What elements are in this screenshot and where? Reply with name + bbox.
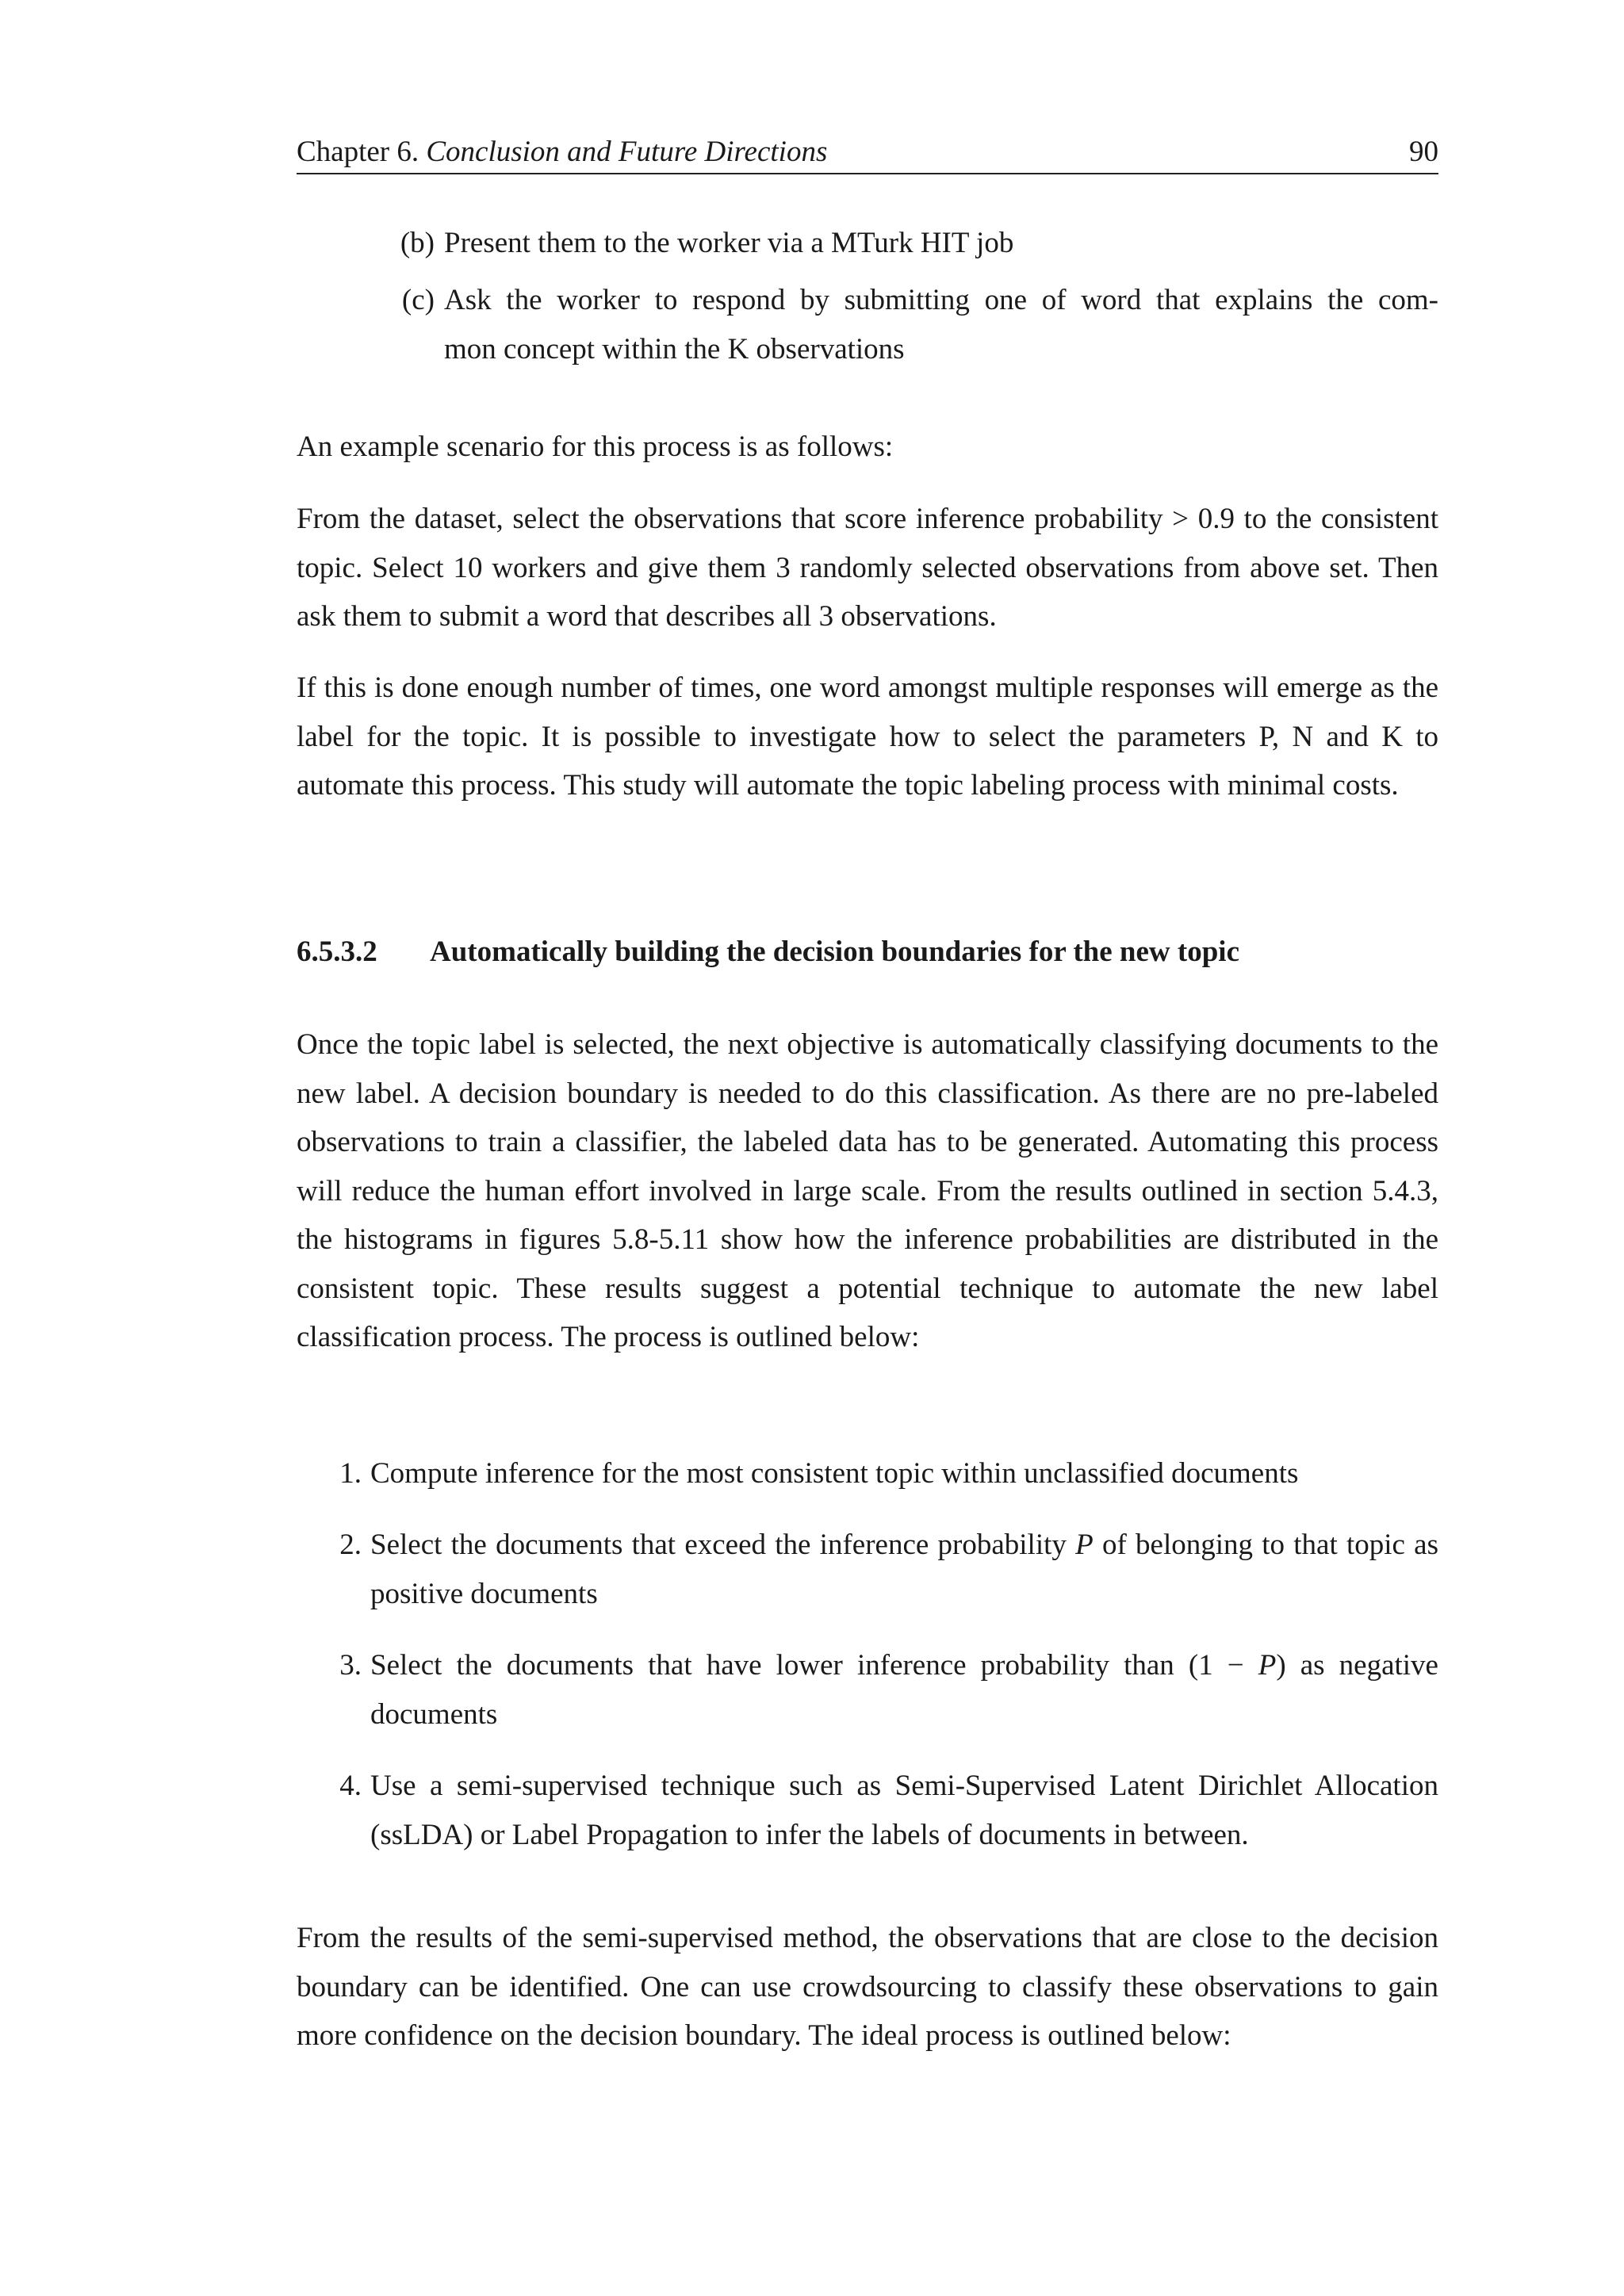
list-item-text [370, 1641, 1438, 1739]
list-item-text-part: Select the documents that exceed the inference probability [370, 1529, 1076, 1561]
list-item-text-part: of belonging to that topic as positive documents [370, 1529, 1438, 1610]
sub-list-label: (c) [401, 284, 435, 316]
list-item-number: 4. [339, 1770, 362, 1802]
page-number: 90 [1409, 136, 1438, 168]
chapter-title: Conclusion and Future Directions [426, 136, 828, 168]
list-item-text: Use a semi-supervised technique such as Semi-Supervised Latent Dirichlet Allocation (ssLDA) or Label Propagation to infer the labels of documents in between. [370, 1770, 1438, 1851]
list-item-text-part: Select the documents that have lower inference probability than (1 − [370, 1649, 1258, 1682]
boundary-body-paragraph: Once the topic label is selected, the next objective is automatically classifying documents to the new label. A decision boundary is needed to do this classification. As there are no pre-labeled observations to train a classifier, the labeled data has to be generated. Automating this process will reduce the human effort involved in large scale. From the results outlined in section 5.4.3, the histograms in figures 5.8-5.11 show how the inference probabilities are distributed in the consistent topic. These results suggest a potential technique to automate the new label classification process. The process is outlined below: [297, 1028, 1438, 1353]
chapter-prefix: Chapter 6. [297, 136, 419, 168]
sub-list-text: Present them to the worker via a MTurk HIT job [444, 227, 1014, 259]
sub-list-text-line: mon concept within the K observations [444, 332, 905, 365]
example-intro-paragraph: An example scenario for this process is as follows: [297, 430, 894, 463]
closing-body-paragraph: From the results of the semi-supervised method, the observations that are close to the decision boundary can be identified. One can use crowdsourcing to classify these observations to gain more confidence on the decision boundary. The ideal process is outlined below: [297, 1922, 1438, 2052]
math-variable: P [1075, 1529, 1094, 1561]
chapter-label [297, 132, 827, 173]
sub-list-label: (b) [400, 227, 435, 259]
list-item-text [370, 1521, 1438, 1618]
repeat-body-paragraph: If this is done enough number of times, one word amongst multiple responses will emerge as the label for the topic. It is possible to investigate how to select the parameters P, N and K to automate this process. This study will automate the topic labeling process with minimal costs. [297, 672, 1438, 802]
list-item-number: 2. [339, 1529, 362, 1561]
math-variable: P [1258, 1649, 1277, 1682]
list-item-number: 3. [339, 1649, 362, 1682]
list-item-text-part: ) as negative documents [370, 1649, 1438, 1731]
sub-list-item [371, 276, 1438, 374]
section-title: Automatically building the decision boundaries for the new topic [430, 936, 1240, 968]
list-item-text: Compute inference for the most consistent topic within unclassified documents [370, 1457, 1299, 1490]
sub-list-text-line: Ask the worker to respond by submitting one of word that explains the com- [444, 284, 1438, 316]
list-item-number: 1. [339, 1457, 362, 1490]
section-number: 6.5.3.2 [297, 936, 377, 968]
example-body-paragraph: From the dataset, select the observations that score inference probability > 0.9 to the consistent topic. Select 10 workers and give them 3 randomly selected observations from above set. Then ask them to submit a word that describes all 3 observations. [297, 503, 1438, 633]
running-header [297, 132, 1438, 174]
